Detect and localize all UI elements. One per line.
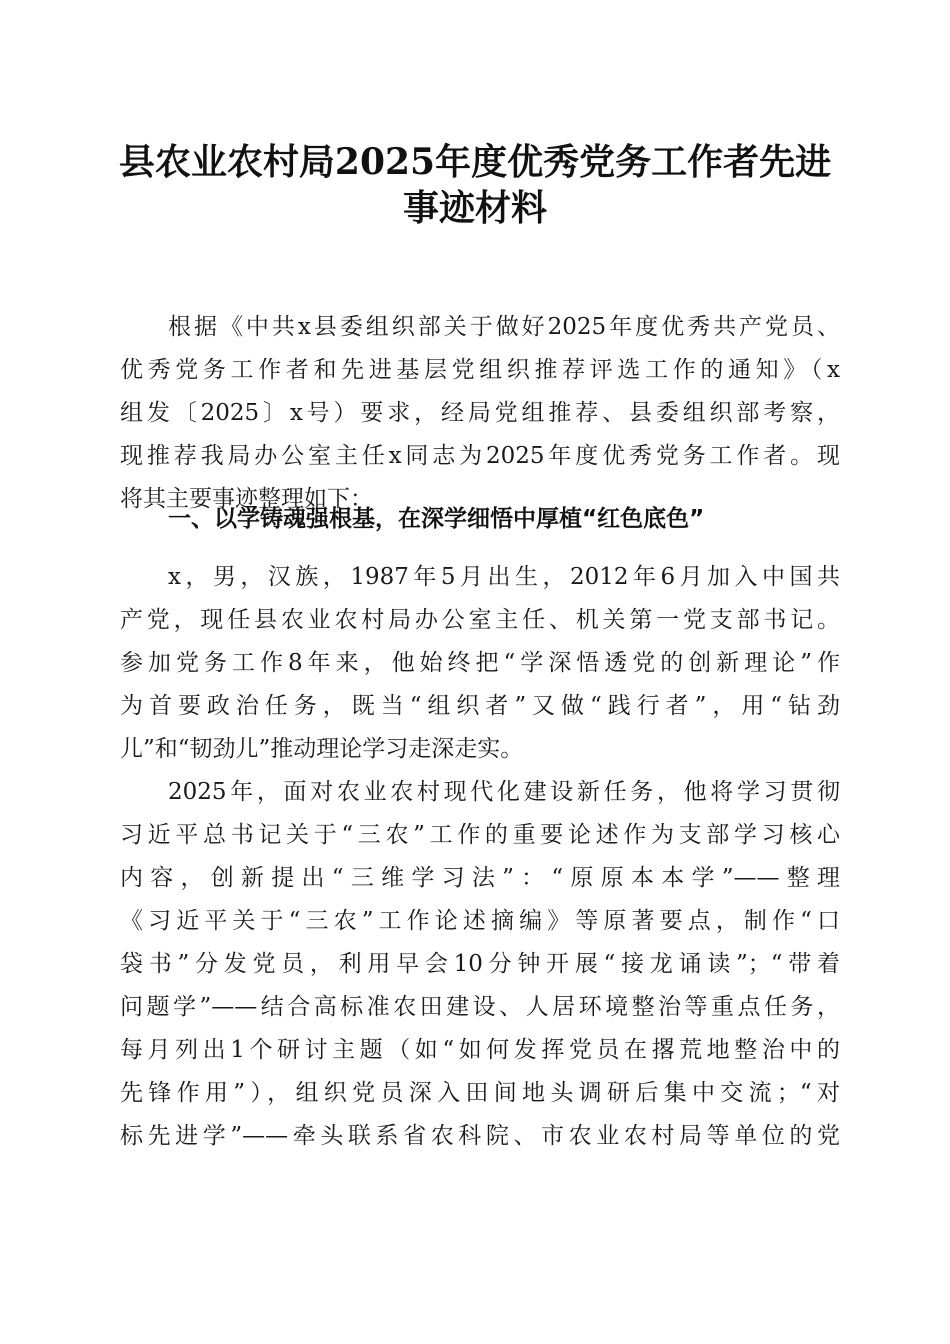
paragraph-1-line-5: 将其主要事迹整理如下： [120,486,373,512]
document-title-line-1: 县农业农村局2025年度优秀党务工作者先进 [118,141,832,183]
paragraph-3-line-8: 先锋作用”），组织党员深入田间地头调研后集中交流；“对 [120,1080,840,1106]
paragraph-3-line-9: 标先进学”——牵头联系省农科院、市农业农村局等单位的党 [120,1123,840,1149]
paragraph-2-line-2: 产党，现任县农业农村局办公室主任、机关第一党支部书记。 [120,607,840,633]
paragraph-3-line-3: 内容，创新提出“三维学习法”：“原原本本学”——整理 [120,865,840,891]
paragraph-1-line-3: 组发〔2025〕x号）要求，经局党组推荐、县委组织部考察， [120,400,840,426]
paragraph-1-line-1: 根据《中共x县委组织部关于做好2025年度优秀共产党员、 [168,314,840,340]
document-title-line-2: 事迹材料 [402,187,547,229]
paragraph-2-line-4: 为首要政治任务，既当“组织者”又做“践行者”，用“钻劲 [120,693,840,719]
paragraph-3-line-2: 习近平总书记关于“三农”工作的重要论述作为支部学习核心 [120,822,840,848]
paragraph-2-line-5: 儿”和“韧劲儿”推动理论学习走深走实。 [120,736,524,762]
paragraph-3-line-5: 袋书”分发党员，利用早会10分钟开展“接龙诵读”；“带着 [120,951,840,977]
paragraph-3-line-6: 问题学”——结合高标准农田建设、人居环境整治等重点任务， [120,994,840,1020]
paragraph-3-line-4: 《习近平关于“三农”工作论述摘编》等原著要点，制作“口 [120,908,840,934]
paragraph-3-line-7: 每月列出1个研讨主题（如“如何发挥党员在撂荒地整治中的 [120,1037,840,1063]
section-heading-1: 一、以学铸魂强根基，在深学细悟中厚植“红色底色” [168,506,705,532]
paragraph-2-line-1: x，男，汉族，1987年5月出生，2012年6月加入中国共 [168,564,840,590]
paragraph-1-line-4: 现推荐我局办公室主任x同志为2025年度优秀党务工作者。现 [120,443,840,469]
paragraph-1-line-2: 优秀党务工作者和先进基层党组织推荐评选工作的通知》（x [120,357,840,383]
paragraph-3-line-1: 2025年，面对农业农村现代化建设新任务，他将学习贯彻 [168,779,840,805]
paragraph-2-line-3: 参加党务工作8年来，他始终把“学深悟透党的创新理论”作 [120,650,840,676]
